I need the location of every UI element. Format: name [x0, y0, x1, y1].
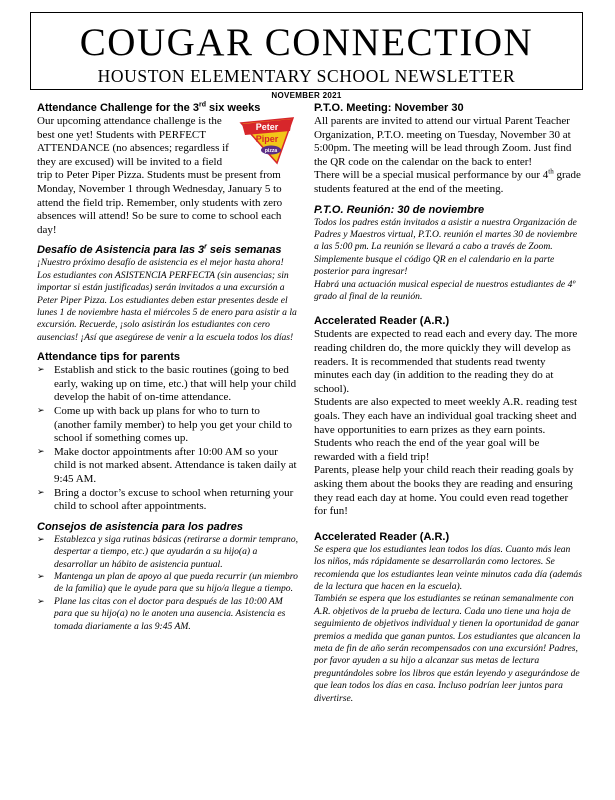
pto-es-heading: P.T.O. Reunión: 30 de noviembre: [314, 203, 485, 216]
tips-list: [37, 364, 299, 514]
list-item: ➢ Bring a doctor’s excuse to school when returning your child to school after appointments.: [37, 486, 294, 513]
list-item: ➢ Make doctor appointments after 10:00 AM so your child is not marked absent. Attendance is taken daily at 9:45 AM.: [37, 445, 297, 485]
tips-heading: Attendance tips for parents: [37, 351, 181, 364]
pto-es-body-performance: Habrá una actuación musical especial de nuestros estudiantes de 4º grado al final de la reunión.: [314, 278, 576, 302]
list-item: ➢ Establish and stick to the basic routines (going to bed early, waking up on time, etc.) that will help your child develop the habit of on-time attendance.: [37, 364, 297, 404]
list-item: ➢ Come up with back up plans for who to turn to (another family member) to help you get your child to school if something comes up.: [37, 404, 292, 445]
pto-heading: P.T.O. Meeting: November 30: [314, 102, 464, 114]
tips-section: [37, 351, 299, 514]
ar-body-goals: Students are also expected to meet weekly A.R. reading test goals. They each have an individual goal tracking sheet and have opportunities to earn prizes as they earn points. Students who reach the end of the year goal will be rewarded with a field trip!: [314, 396, 578, 463]
consejos-heading: Consejos de asistencia para los padres: [37, 520, 244, 533]
attendance-challenge-heading: Attendance Challenge for the 3rd six weeks: [37, 101, 261, 114]
ar-es-section: [314, 531, 582, 705]
ar-section: [314, 315, 582, 518]
pto-body-performance: There will be a special musical performance by our 4th grade students featured at the end of the meeting.: [314, 167, 581, 195]
attendance-challenge-body: Our upcoming attendance challenge is the best one yet! Students with PERFECT ATTENDANCE (no absences; regardless if they are excused) will be invited to a field trip to Peter Piper Pizza. Students must be present from Monday, November 1 through Wednesday, January 5 to attend the field trip. Remember, only students with zero absences will attend! So be sure to come to school each day!: [37, 115, 283, 236]
desafio-heading: Desafío de Asistencia para las 3$^r$ seis semanas: [37, 243, 282, 257]
pto-es-body: Todos los padres están invitados a asistir a nuestra Organización de Padres y Maestros virtual, P.T.O. reunión el martes 30 de noviembre a las 5:00 pm. La reunión se llevará a cabo a través de Zoom. Simplemente busque el código QR en el calendario en la parte posterior para ingresar!: [314, 216, 578, 278]
arrow-bullet-icon: ➢: [37, 534, 45, 545]
ar-heading: Accelerated Reader (A.R.): [314, 315, 450, 328]
logo-text-peter: Peter: [255, 122, 279, 132]
desafio-body: ¡Nuestro próximo desafío de asistencia es el mejor hasta ahora! Los estudiantes con ASISTENCIA PERFECTA (sin ausencias; sin importar si están justificadas) serán invitados a una excursión a Peter Piper Pizza. Los estudiantes deben estar presentes desde el lunes 1 de noviembre hasta el miércoles 5 de enero para asistir a la excursión. Recuerde, ¡solo asistirán los estudiantes con cero ausencias! ¡Así que asegúrese de venir a la escuela todos los días!: [37, 257, 297, 343]
newsletter-title: COUGAR CONNECTION: [79, 21, 534, 64]
right-column: [314, 102, 582, 705]
pto-body: All parents are invited to attend our virtual Parent Teacher Organization, P.T.O. meeting on Tuesday, November 30 at 5:00pm. The meeting will be lead through Zoom. Just find the QR code on the calendar on the back to enter!: [314, 115, 572, 168]
issue-date: NOVEMBER 2021: [271, 91, 342, 100]
masthead: [30, 12, 583, 90]
list-item: ➢ Establezca y siga rutinas básicas (retirarse a dormir temprano, despertar a tiempo, etc.) que ayudarán a su hijo(a) a desarrollar un hábito de asistencia puntual.: [37, 533, 299, 570]
left-column: [37, 102, 299, 633]
arrow-bullet-icon: ➢: [37, 571, 45, 582]
arrow-bullet-icon: ➢: [37, 446, 45, 457]
consejos-list: [37, 534, 299, 633]
pto-section: [314, 102, 582, 197]
list-item: ➢ Plane las citas con el doctor para después de las 10:00 AM para que su hijo(a) no le anoten una ausencia. Asistencia es tomada diariamente a las 9:45 AM.: [37, 595, 286, 632]
desafio-section: [37, 244, 299, 344]
pto-es-section: [314, 204, 582, 304]
logo-text-piper: Piper: [255, 134, 279, 144]
arrow-bullet-icon: ➢: [37, 405, 45, 416]
arrow-bullet-icon: ➢: [37, 596, 45, 607]
list-item: ➢ Mantenga un plan de apoyo al que pueda recurrir (un miembro de la familia) que le ayude para que su hijo/a llegue a tiempo.: [37, 570, 298, 595]
newsletter-subtitle: HOUSTON ELEMENTARY SCHOOL NEWSLETTER: [97, 66, 516, 86]
arrow-bullet-icon: ➢: [37, 365, 45, 376]
ar-body-parents: Parents, please help your child reach their reading goals by asking them about the books they are reading and ensuring they read each day at home. You could even read together for fun!: [314, 464, 574, 518]
logo-text-pizza: pizza: [264, 148, 278, 154]
peter-piper-pizza-logo: [237, 115, 297, 165]
attendance-challenge-section: [37, 102, 299, 237]
ar-es-body: Se espera que los estudiantes lean todos los días. Cuanto más lean los niños, más rápidamente se desarrollarán como lectores. Se recomienda que los estudiantes lean veinte minutos cada día (además de la lectura que hacen en la escuela).: [314, 543, 582, 592]
consejos-section: [37, 521, 299, 633]
ar-es-heading: Accelerated Reader (A.R.): [314, 530, 450, 543]
ar-body: Students are expected to read each and every day. The more reading children do, the more quickly they will develop as readers. It is recommended that students read twenty minutes each day (in addition to the reading they do at school).: [314, 328, 578, 395]
arrow-bullet-icon: ➢: [37, 487, 45, 498]
ar-es-body-goals: También se espera que los estudiantes se reúnan semanalmente con A.R. objetivos de la prueba de lectura. Cada uno tiene una hoja de seguimiento de objetivos individual y tienen la oportunidad de ganar premios a medida que ganan puntos. Los estudiantes que alcancen la meta de fin de año serán recompensados con una excursión! Padres, por favor ayuden a su hijo a alcanzar sus metas de lectura preguntándoles sobre los libros que están leyendo y asegurándose de que lean todos los días en casa. Incluso podrían leer juntos para divertirse.: [314, 593, 581, 704]
